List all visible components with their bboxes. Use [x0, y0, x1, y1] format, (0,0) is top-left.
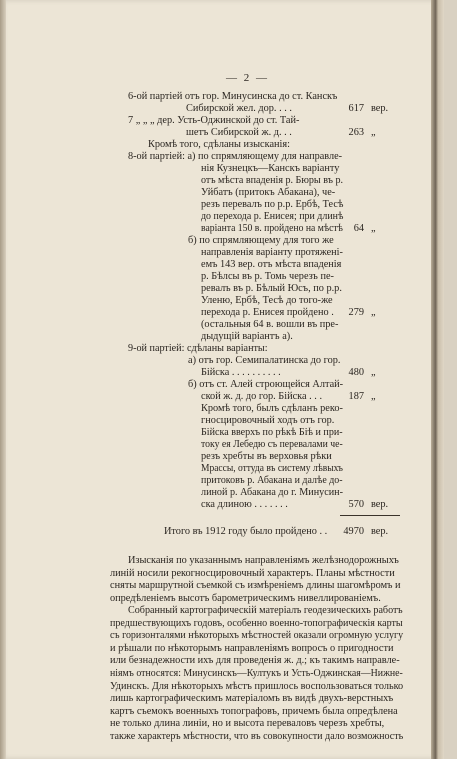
paragraph-line: лишь картографическимъ матеріаломъ въ видѣ двухъ-верстныхъ	[110, 693, 394, 705]
entry-line: Сибирской жел. дор. . . .	[186, 103, 292, 114]
distance-value: 570	[348, 499, 364, 510]
entry-line: ской ж. д. до гор. Бійска . . .	[201, 391, 323, 402]
paragraph-line: Изысканія по указаннымъ направленіямъ желѣзнодорожныхъ	[128, 555, 399, 566]
distance-unit: вер.	[371, 103, 389, 114]
entry-line: варіанта 150 в. пройдено на мѣстѣ	[201, 223, 343, 234]
entry-line: Бійска . . . . . . . . . .	[201, 367, 281, 378]
entry-line: нія Кузнецкъ—Канскъ варіанту	[201, 163, 340, 174]
distance-unit: „	[371, 127, 376, 138]
entry-line: 9-ой партіей: сдѣланы варіанты:	[128, 343, 268, 354]
entry-line: ска длиною . . . . . . .	[201, 499, 288, 510]
entry-line: отъ мѣста впаденія р. Бюры въ р.	[201, 175, 344, 186]
entry-line: Кромѣ того, былъ сдѣланъ реко-	[201, 403, 343, 414]
paragraph-line: съ горизонталями нѣкоторыхъ мѣстностей оказали огромную услугу	[110, 630, 404, 642]
paragraph-line: не только длина линіи, но и высота переваловъ черезъ хребты,	[110, 718, 385, 730]
distance-unit: вер.	[371, 526, 389, 537]
paragraph-line: сняты маршрутной съемкой съ измѣреніемъ длины шагомѣромъ и	[110, 580, 401, 592]
page-edge	[431, 0, 444, 759]
paragraph-line: картъ съемокъ военныхъ топографовъ, причемъ была опредѣлена	[110, 705, 398, 717]
entry-line: ревалъ въ р. Бѣлый Юсъ, по р.р.	[201, 283, 342, 294]
distance-unit: „	[371, 223, 376, 234]
entry-line: линой р. Абакана до г. Минусин-	[201, 487, 343, 498]
entry-line: (остальныя 64 в. вошли въ пре-	[201, 319, 339, 330]
entry-line: а) отъ гор. Семипалатинска до гор.	[188, 355, 341, 366]
entry-line: 7 „ „ „ дер. Усть-Оджинской до ст. Тай-	[128, 115, 300, 126]
distance-value: 187	[348, 391, 364, 402]
paragraph-line: также характеръ мѣстности, что въ совокупности дало возможность	[110, 731, 404, 742]
paragraph-line: Удинскъ. Для нѣкоторыхъ мѣстъ пришлось воспользоваться только	[110, 680, 404, 692]
entry-line: Уйбатъ (притокъ Абакана), че-	[201, 187, 336, 198]
entry-line: Итого въ 1912 году было пройдено . .	[164, 526, 328, 537]
entry-line: гносцировочный ходъ отъ гор.	[201, 415, 335, 426]
distance-value: 64	[353, 223, 364, 234]
entry-line: до перехода р. Енисея; при длинѣ	[201, 211, 344, 222]
paragraph-line: опредѣленіемъ высотъ барометрическимъ нивеллированіемъ.	[110, 592, 381, 604]
distance-unit: „	[371, 391, 376, 402]
entry-line: шетъ Сибирской ж. д. . .	[186, 127, 292, 138]
paragraph-line: и рѣшали по нѣкоторымъ направленіямъ вопросъ о пригодности	[110, 642, 394, 654]
distance-unit: „	[371, 367, 376, 378]
entry-line: Кромѣ того, сдѣланы изысканія:	[148, 139, 290, 150]
distance-value: 617	[348, 103, 364, 114]
entry-line: резъ перевалъ по р.р. Ербѣ, Тесѣ	[201, 199, 344, 210]
entry-line: р. Бѣлсы въ р. Томь черезъ пе-	[201, 271, 334, 282]
entry-line: 8-ой партіей: а) по спрямляющему для направле-	[128, 151, 343, 162]
paragraph-line: предшествующихъ годовъ, особенно военно-топографическія карты	[110, 617, 403, 629]
page-number: — 2 —	[226, 72, 269, 84]
entry-line: притоковъ р. Абакана и далѣе до-	[201, 475, 343, 486]
entry-line: направленія варіанту протяженi-	[201, 247, 343, 258]
entry-line: дыдущій варіантъ а).	[201, 331, 293, 342]
entry-line: б) по спрямляющему для того же	[188, 235, 334, 246]
paragraph-line: линій носили рекогносцировочный характеръ. Планы мѣстности	[110, 567, 395, 579]
entry-line: перехода р. Енисея пройдено .	[201, 307, 334, 318]
paragraph-line: или безнадежности ихъ для проведенія ж. д.; къ такимъ направле-	[110, 655, 400, 667]
paragraph-line: ніямъ относятся: Минусинскъ—Култукъ и Усть-Оджинская—Нижне-	[110, 668, 403, 679]
entry-line: резъ хребты въ верховья рѣки	[201, 451, 332, 462]
distance-value: 480	[348, 367, 364, 378]
entry-line: 6-ой партіей отъ гор. Минусинска до ст. Канскъ	[128, 91, 338, 102]
entry-line: Мрассы, оттуда въ систему лѣвыхъ	[201, 463, 343, 474]
distance-value: 4970	[343, 526, 364, 537]
entry-line: Уленю, Ербѣ, Тесѣ до того-же	[201, 295, 333, 306]
distance-unit: „	[371, 307, 376, 318]
distance-unit: вер.	[371, 499, 389, 510]
entry-line: емъ 143 вер. отъ мѣста впаденія	[201, 259, 342, 270]
distance-value: 263	[348, 127, 364, 138]
entry-line: б) отъ ст. Алей строющейся Алтай-	[188, 379, 344, 390]
entry-line: току ея Лебедю съ перевалами че-	[201, 439, 343, 450]
entry-line: Бійска вверхъ по рѣкѣ Бiѣ и при-	[201, 427, 343, 438]
distance-value: 279	[348, 307, 364, 318]
paragraph-line: Собранный картографическій матеріалъ геодезическихъ работъ	[128, 605, 403, 616]
sum-rule	[340, 515, 400, 516]
